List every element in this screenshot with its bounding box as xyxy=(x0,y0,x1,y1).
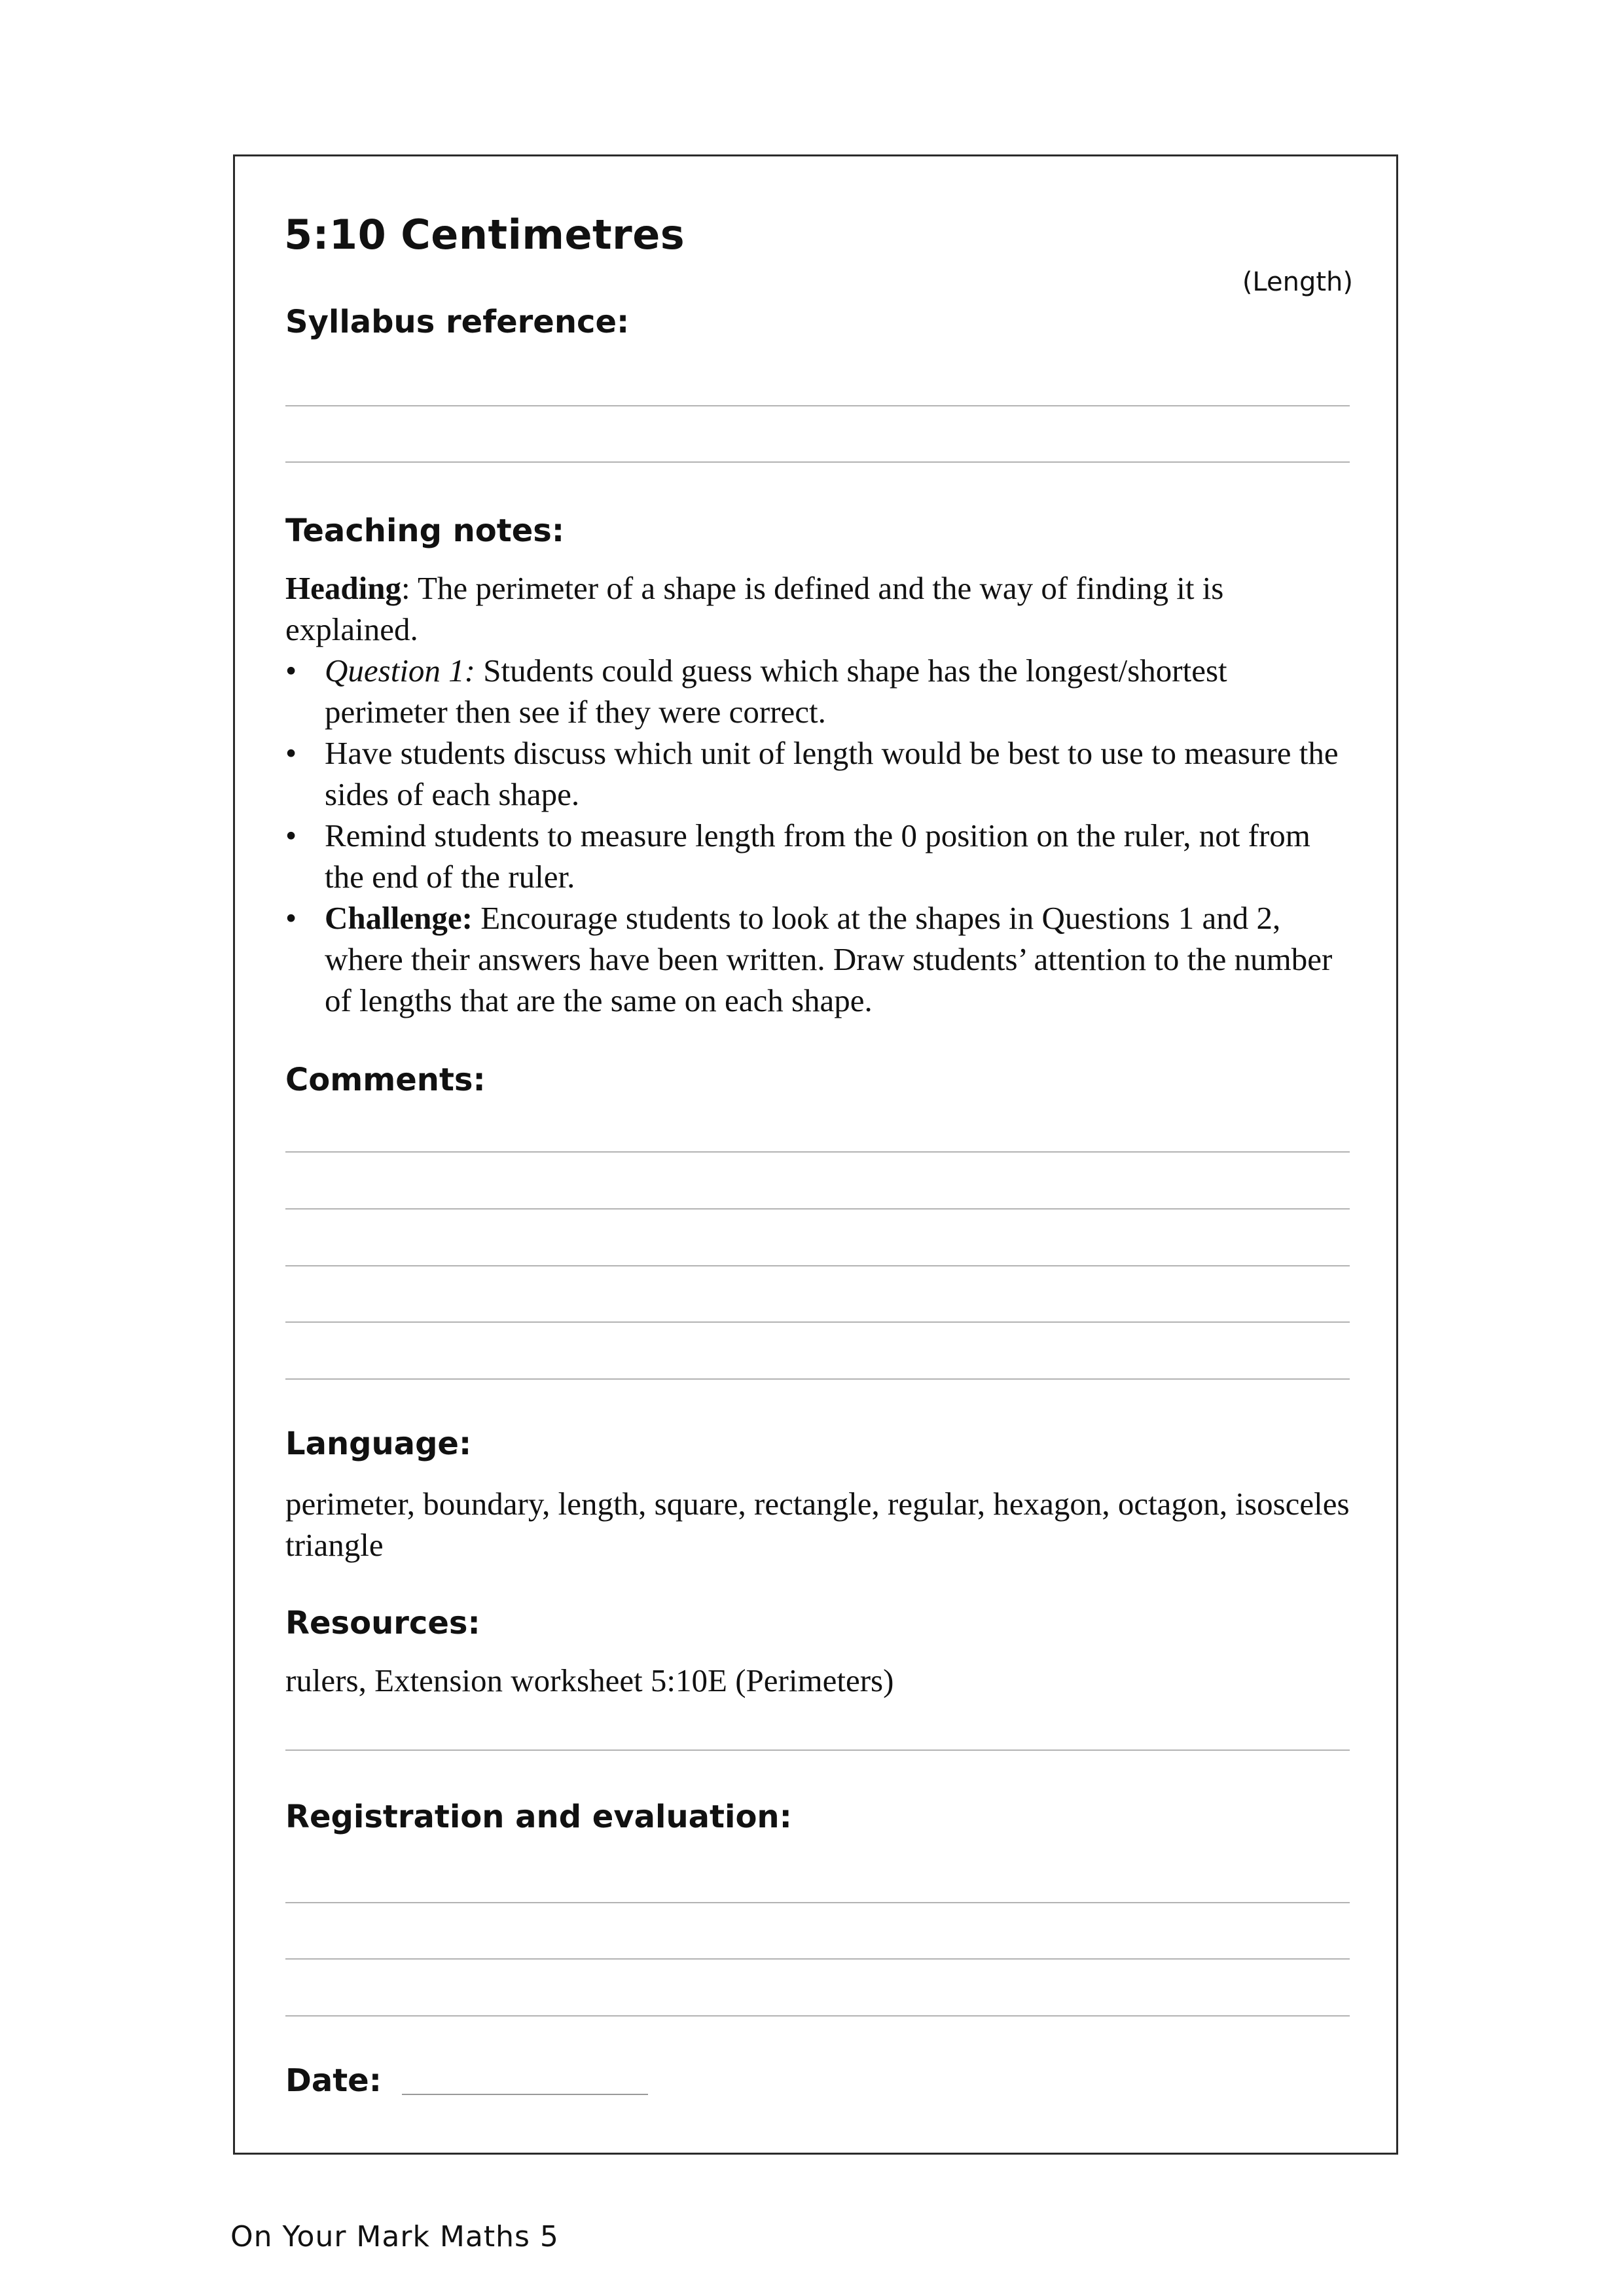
page-frame xyxy=(233,154,1398,2155)
teaching-notes-body xyxy=(285,567,1350,1021)
notes-intro-bold: Heading xyxy=(285,570,401,606)
notes-bullet-list xyxy=(285,650,1350,1021)
syllabus-line-2 xyxy=(285,461,1350,463)
bullet-3-text: Remind students to measure length from the 0 position on the ruler, not from the end of the ruler. xyxy=(325,817,1310,895)
notes-intro-text: : The perimeter of a shape is defined and the way of finding it is explained. xyxy=(285,570,1224,647)
date-line xyxy=(402,2094,648,2095)
bullet-4-bold: Challenge: xyxy=(325,900,473,936)
comments-line-3 xyxy=(285,1265,1350,1266)
comments-line-2 xyxy=(285,1208,1350,1210)
resources-heading: Resources: xyxy=(285,1605,480,1641)
notes-intro xyxy=(285,567,1350,650)
comments-line-4 xyxy=(285,1321,1350,1323)
list-item xyxy=(285,815,1350,897)
resources-line xyxy=(285,1749,1350,1751)
list-item xyxy=(285,897,1350,1021)
comments-line-5 xyxy=(285,1378,1350,1380)
topic-label: (Length) xyxy=(1242,267,1353,297)
registration-heading: Registration and evaluation: xyxy=(285,1799,792,1835)
bullet-1-italic: Question 1: xyxy=(325,653,475,689)
page-footer: On Your Mark Maths 5 xyxy=(230,2220,559,2253)
language-heading: Language: xyxy=(285,1426,472,1462)
syllabus-heading: Syllabus reference: xyxy=(285,304,630,340)
registration-line-2 xyxy=(285,1958,1350,1960)
syllabus-line-1 xyxy=(285,405,1350,406)
teaching-notes-heading: Teaching notes: xyxy=(285,512,565,549)
comments-line-1 xyxy=(285,1151,1350,1153)
date-label: Date: xyxy=(285,2062,382,2099)
resources-text: rulers, Extension worksheet 5:10E (Perimeters) xyxy=(285,1662,894,1698)
page-title: 5:10 Centimetres xyxy=(284,211,685,259)
bullet-4-text: Encourage students to look at the shapes in Questions 1 and 2, where their answers have been written. Draw students’ attention to the number of lengths that are the same on each shape. xyxy=(325,900,1333,1018)
comments-heading: Comments: xyxy=(285,1062,486,1098)
language-text: perimeter, boundary, length, square, rectangle, regular, hexagon, octagon, isosceles triangle xyxy=(285,1486,1350,1563)
list-item xyxy=(285,732,1350,815)
registration-line-3 xyxy=(285,2015,1350,2017)
registration-line-1 xyxy=(285,1902,1350,1903)
list-item xyxy=(285,650,1350,732)
bullet-2-text: Have students discuss which unit of length would be best to use to measure the sides of each shape. xyxy=(325,735,1339,812)
bullet-1-text: Students could guess which shape has the longest/shortest perimeter then see if they were correct. xyxy=(325,653,1227,730)
